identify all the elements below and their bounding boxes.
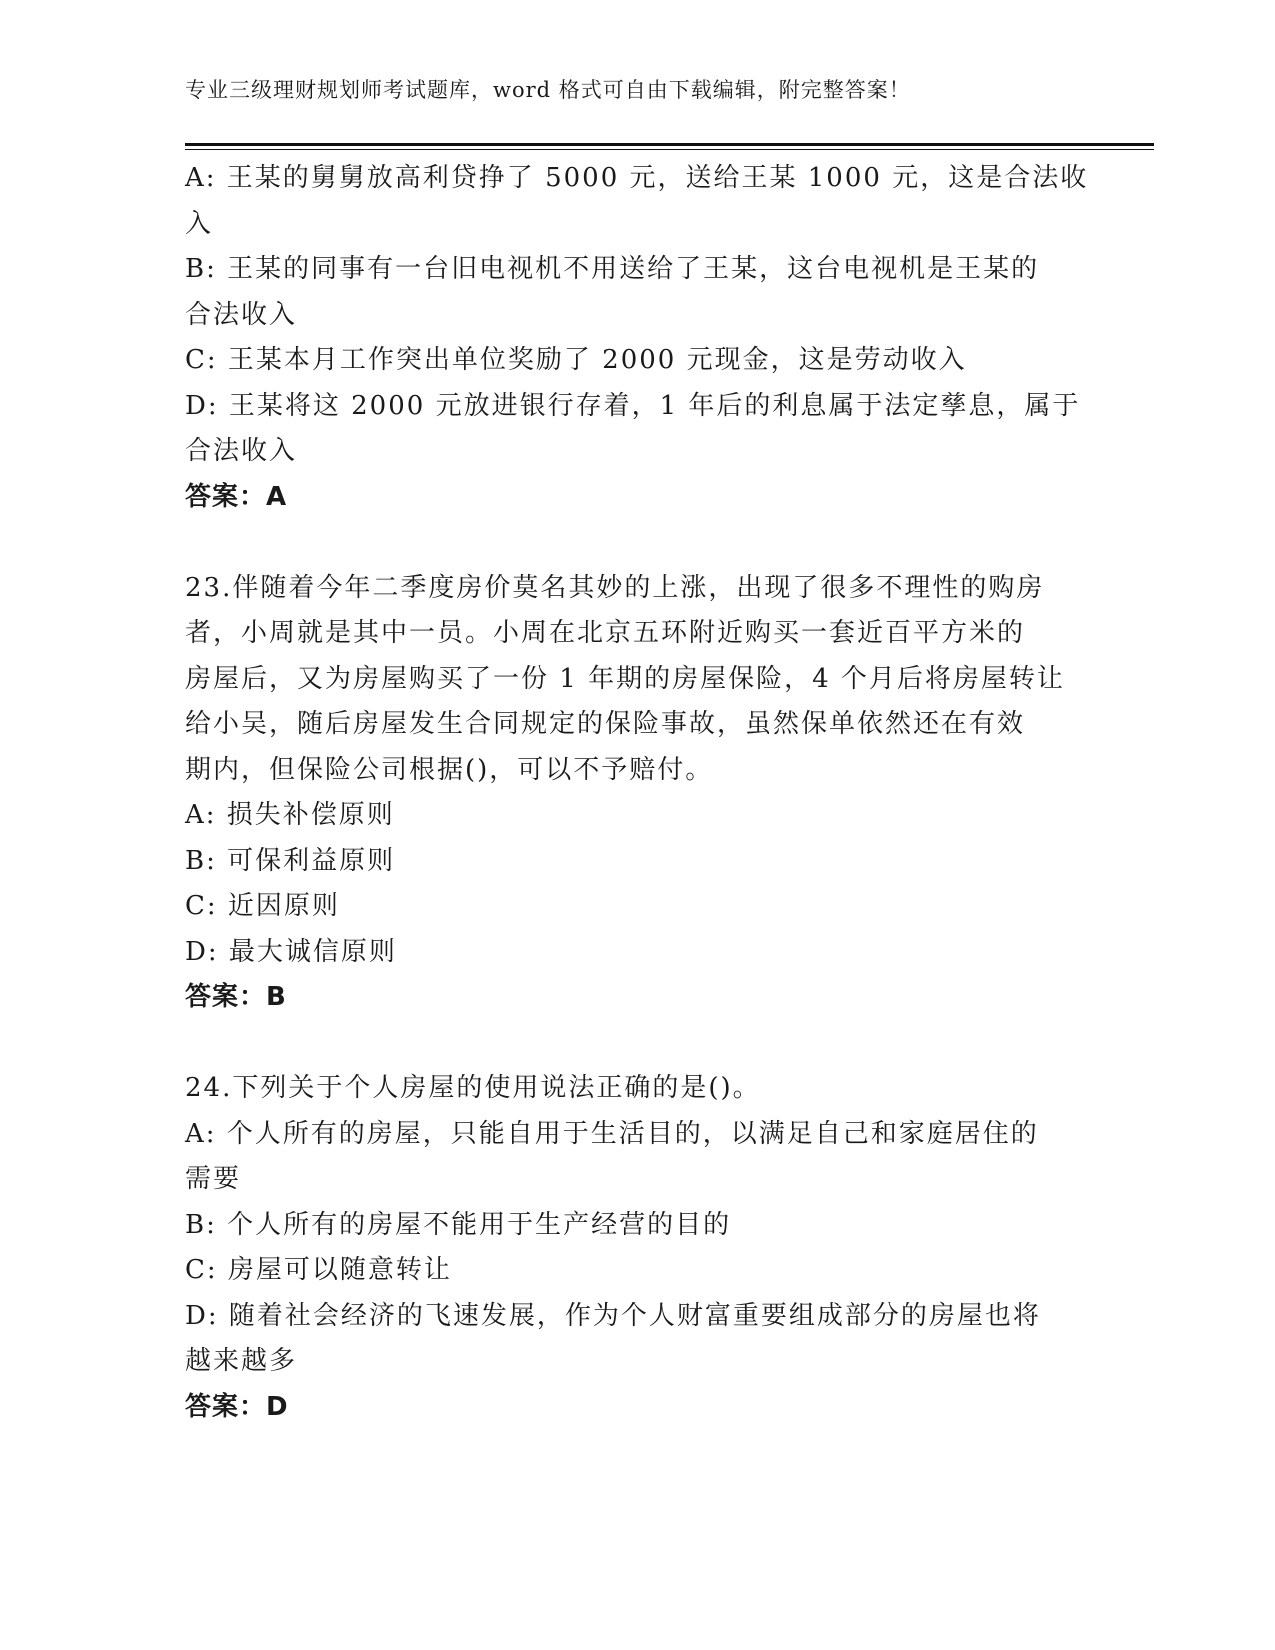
question-stem-line-1: 24.下列关于个人房屋的使用说法正确的是()。 xyxy=(185,1073,761,1103)
option-a-line-2: 入 xyxy=(185,208,214,239)
question-stem-line-4: 给小吴，随后房屋发生合同规定的保险事故，虽然保单依然还在有效 xyxy=(185,709,1026,739)
option-d: D: 最大诚信原则 xyxy=(185,936,397,967)
question-stem-line-5: 期内，但保险公司根据()，可以不予赔付。 xyxy=(185,754,714,785)
option-b-line-2: 合法收入 xyxy=(185,299,298,330)
header-rule-thick xyxy=(185,143,1154,146)
answer-label: 答案：A xyxy=(185,481,288,512)
answer-label: 答案：D xyxy=(185,1391,289,1422)
document-body xyxy=(185,156,1089,1430)
spacer xyxy=(185,520,1085,566)
option-a-line-1: A: 个人所有的房屋，只能自用于生活目的，以满足自己和家庭居住的 xyxy=(185,1118,1039,1149)
header-rule-thin xyxy=(185,149,1154,150)
question-stem-line-3: 房屋后，又为房屋购买了一份 1 年期的房屋保险，4 个月后将房屋转让 xyxy=(185,663,1065,694)
option-b: B: 可保利益原则 xyxy=(185,845,396,876)
option-c: C: 房屋可以随意转让 xyxy=(185,1255,452,1285)
answer-label: 答案：B xyxy=(185,982,287,1012)
question-stem-line-1: 23.伴随着今年二季度房价莫名其妙的上涨，出现了很多不理性的购房 xyxy=(185,572,1045,603)
option-d-line-1: D: 随着社会经济的飞速发展，作为个人财富重要组成部分的房屋也将 xyxy=(185,1300,1041,1331)
question-stem-line-2: 者，小周就是其中一员。小周在北京五环附近购买一套近百平方米的 xyxy=(185,618,1026,648)
option-b-line-1: B: 王某的同事有一台旧电视机不用送给了王某，这台电视机是王某的 xyxy=(185,254,1040,284)
option-d-line-2: 合法收入 xyxy=(185,436,298,466)
spacer xyxy=(185,1021,1085,1067)
option-a-line-2: 需要 xyxy=(185,1164,242,1194)
option-a: A: 损失补偿原则 xyxy=(185,800,395,830)
option-c-line-1: C: 王某本月工作突出单位奖励了 2000 元现金，这是劳动收入 xyxy=(185,345,967,375)
question-22 xyxy=(185,156,1089,520)
question-23 xyxy=(185,566,1085,1021)
option-d-line-1: D: 王某将这 2000 元放进银行存着，1 年后的利息属于法定孳息，属于 xyxy=(185,390,1081,421)
page-header-title: 专业三级理财规划师考试题库，word 格式可自由下载编辑，附完整答案！ xyxy=(185,78,911,102)
option-a-line-1: A: 王某的舅舅放高利贷挣了 5000 元，送给王某 1000 元，这是合法收 xyxy=(185,163,1089,193)
option-c: C: 近因原则 xyxy=(185,891,340,921)
option-b: B: 个人所有的房屋不能用于生产经营的目的 xyxy=(185,1209,732,1240)
question-24 xyxy=(185,1066,1085,1430)
option-d-line-2: 越来越多 xyxy=(185,1346,298,1376)
